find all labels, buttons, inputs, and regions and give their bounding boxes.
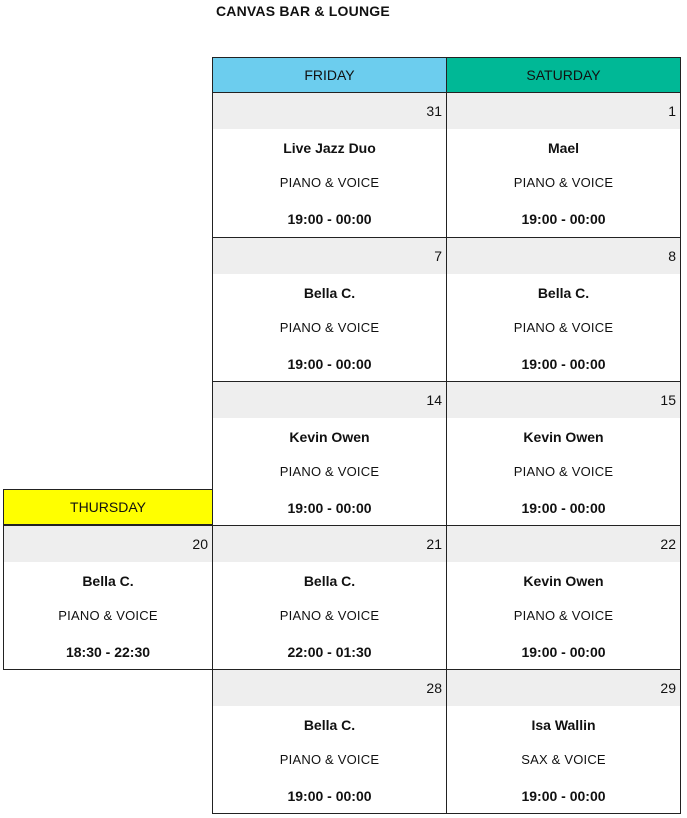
event-cell [446, 237, 681, 382]
event-date: 29 [447, 670, 680, 706]
event-instrument: PIANO & VOICE [279, 752, 380, 767]
venue-title: CANVAS BAR & LOUNGE [216, 3, 390, 19]
event-date: 22 [447, 526, 680, 562]
event-instrument: PIANO & VOICE [279, 175, 380, 190]
event-artist: Kevin Owen [523, 429, 604, 445]
column-header-thursday: THURSDAY [3, 489, 213, 525]
event-artist: Bella C. [303, 285, 356, 301]
event-date: 21 [213, 526, 446, 562]
event-instrument: PIANO & VOICE [279, 464, 380, 479]
event-artist: Isa Wallin [531, 717, 596, 733]
event-instrument: PIANO & VOICE [513, 608, 614, 623]
event-instrument: PIANO & VOICE [279, 608, 380, 623]
event-date: 28 [213, 670, 446, 706]
event-time: 18:30 - 22:30 [65, 644, 151, 660]
event-time: 19:00 - 00:00 [287, 356, 372, 372]
event-date: 20 [4, 526, 212, 562]
event-date: 14 [213, 382, 446, 418]
event-date: 1 [447, 93, 680, 129]
event-cell [212, 381, 447, 526]
event-instrument: PIANO & VOICE [58, 608, 158, 623]
event-cell [212, 237, 447, 382]
event-cell [446, 669, 681, 814]
column-header-saturday: SATURDAY [446, 57, 681, 93]
event-time: 19:00 - 00:00 [287, 211, 372, 227]
event-cell [3, 525, 213, 670]
event-artist: Bella C. [82, 573, 134, 589]
event-instrument: PIANO & VOICE [513, 320, 614, 335]
event-artist: Bella C. [537, 285, 590, 301]
event-time: 19:00 - 00:00 [521, 788, 606, 804]
event-artist: Mael [547, 140, 580, 156]
event-date: 15 [447, 382, 680, 418]
event-cell [212, 525, 447, 670]
event-artist: Bella C. [303, 717, 356, 733]
event-time: 19:00 - 00:00 [287, 788, 372, 804]
event-time: 22:00 - 01:30 [287, 644, 372, 660]
event-date: 8 [447, 238, 680, 274]
event-time: 19:00 - 00:00 [521, 356, 606, 372]
event-artist: Live Jazz Duo [283, 140, 376, 156]
event-cell [446, 381, 681, 526]
event-instrument: PIANO & VOICE [513, 464, 614, 479]
event-time: 19:00 - 00:00 [521, 500, 606, 516]
column-header-friday: FRIDAY [212, 57, 447, 93]
event-date: 7 [213, 238, 446, 274]
event-instrument: PIANO & VOICE [279, 320, 380, 335]
event-artist: Bella C. [303, 573, 356, 589]
event-cell [212, 92, 447, 238]
event-instrument: PIANO & VOICE [513, 175, 614, 190]
event-cell [212, 669, 447, 814]
event-artist: Kevin Owen [289, 429, 370, 445]
event-artist: Kevin Owen [523, 573, 604, 589]
event-time: 19:00 - 00:00 [521, 211, 606, 227]
event-date: 31 [213, 93, 446, 129]
event-time: 19:00 - 00:00 [287, 500, 372, 516]
event-cell [446, 525, 681, 670]
event-time: 19:00 - 00:00 [521, 644, 606, 660]
event-cell [446, 92, 681, 238]
event-instrument: SAX & VOICE [521, 752, 606, 767]
